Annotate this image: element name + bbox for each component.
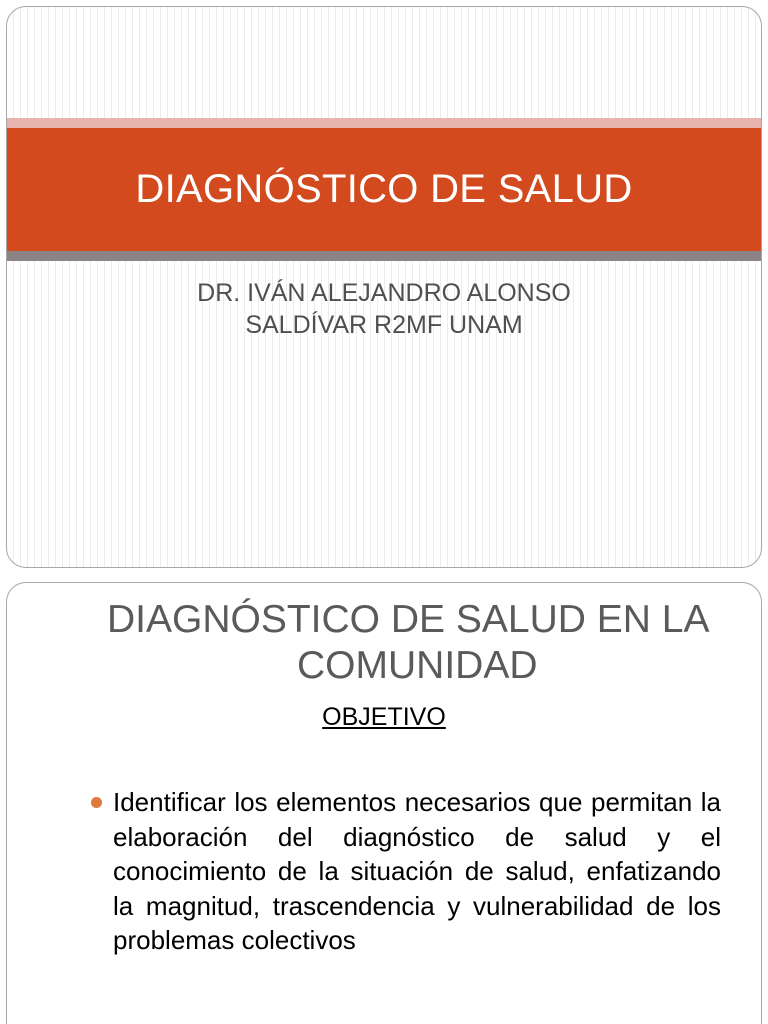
title-band-bottom-stripe xyxy=(7,251,761,261)
title-band-top-stripe xyxy=(7,118,761,128)
content-slide xyxy=(6,582,762,1024)
slide-subtitle xyxy=(7,277,761,341)
bullet-list xyxy=(93,785,721,958)
objective-heading: OBJETIVO xyxy=(322,703,446,731)
title-slide xyxy=(6,6,762,568)
subtitle-line-1: DR. IVÁN ALEJANDRO ALONSO xyxy=(197,279,571,307)
bullet-dot-icon xyxy=(91,797,102,808)
slide-title: DIAGNÓSTICO DE SALUD xyxy=(135,167,633,211)
bullet-text: Identificar los elementos necesarios que permitan la elaboración del diagnóstico de salud y el conocimiento de la situación de salud, enfatizando la magnitud, trascendencia y vulnerabilidad de los problemas colectivos xyxy=(113,787,721,955)
content-title-line-2: COMUNIDAD xyxy=(297,644,538,687)
content-title-line-1: DIAGNÓSTICO DE SALUD EN LA xyxy=(107,598,710,641)
subtitle-line-2: SALDÍVAR R2MF UNAM xyxy=(245,311,523,339)
bullet-item xyxy=(93,785,721,958)
content-slide-title xyxy=(107,597,721,689)
